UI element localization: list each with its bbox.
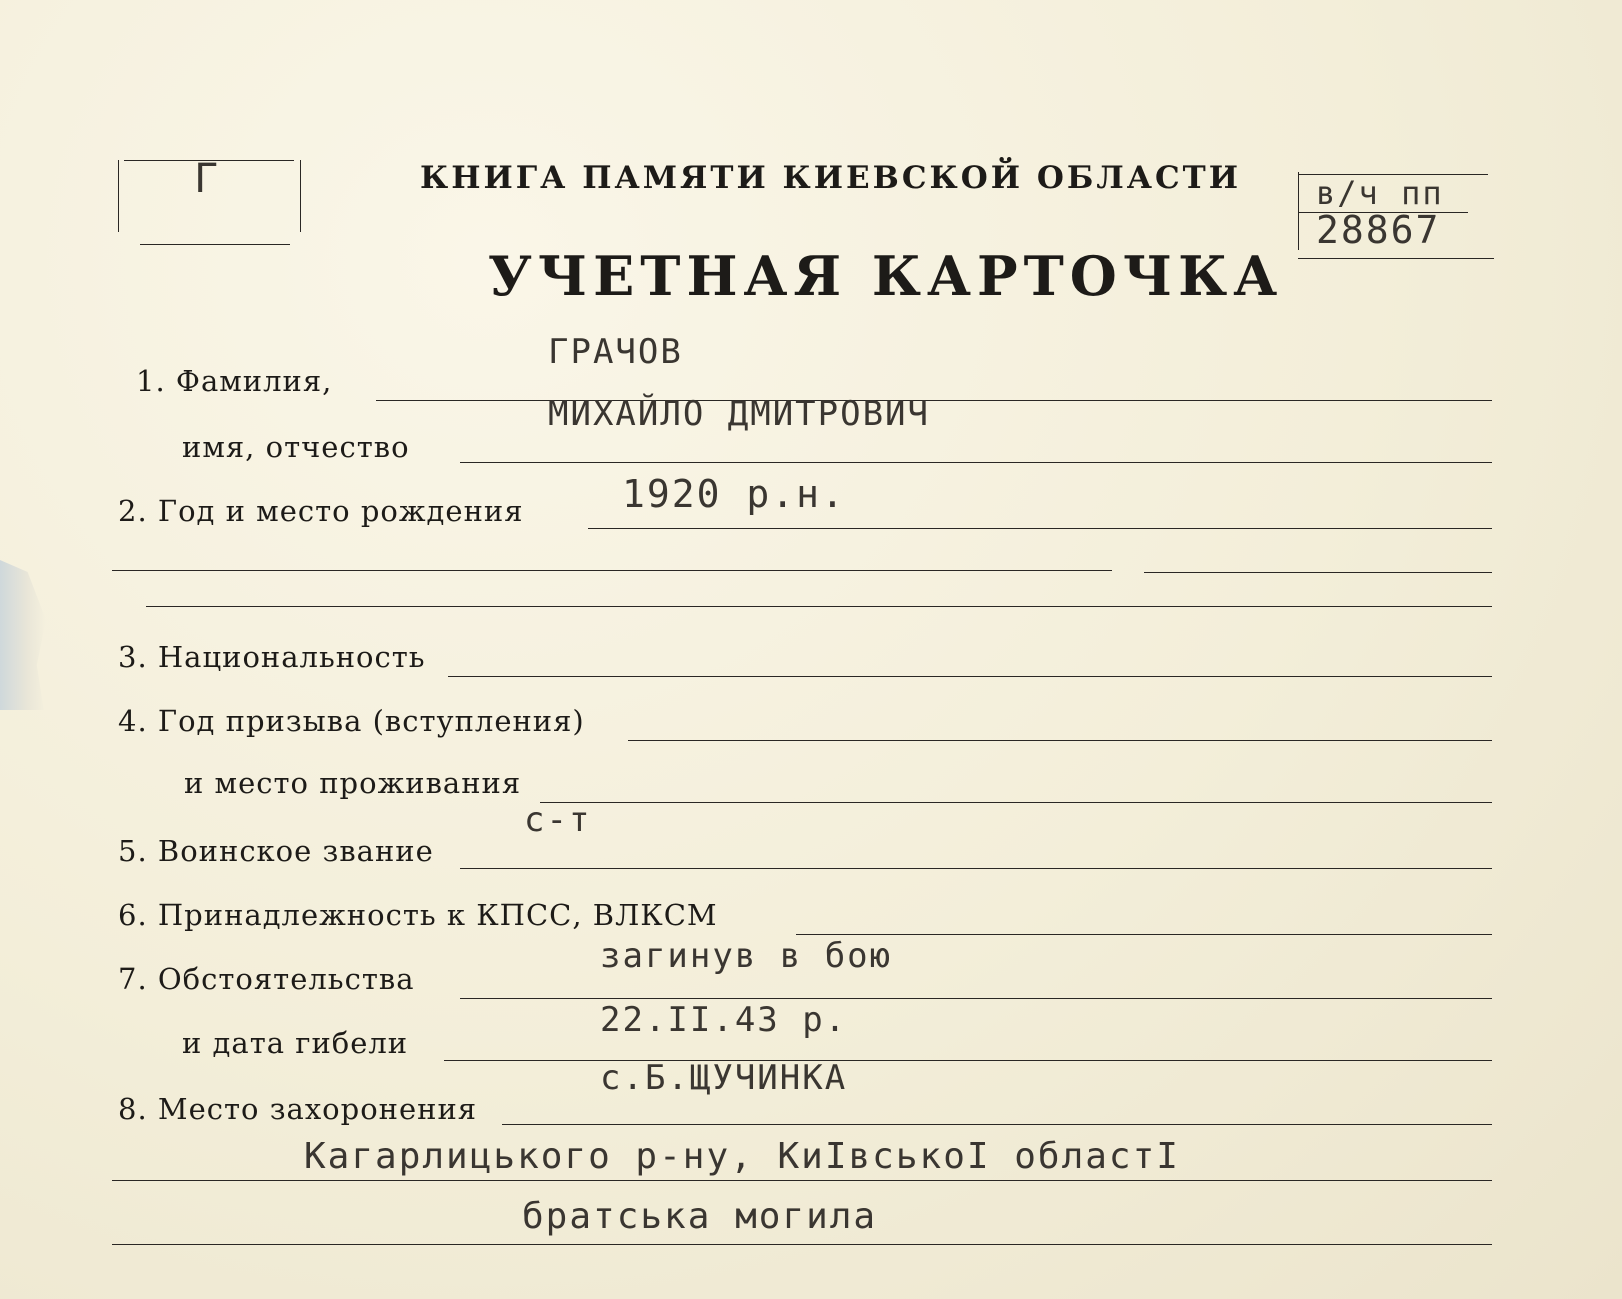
unit-number: 28867: [1316, 208, 1441, 252]
residence-label: и место проживания: [184, 766, 522, 800]
name-label: имя, отчество: [182, 430, 410, 464]
conscription-label: 4. Год призыва (вступления): [118, 704, 585, 738]
birth-label: 2. Год и место рождения: [118, 494, 524, 528]
header-title: КНИГА ПАМЯТИ КИЕВСКОЙ ОБЛАСТИ: [420, 160, 1242, 196]
birth-line-2b: [1144, 572, 1492, 573]
nationality-label: 3. Национальность: [118, 640, 426, 674]
surname-line: [376, 400, 1492, 401]
letter-box-value: Г: [194, 156, 221, 202]
nationality-line: [448, 676, 1492, 677]
party-line: [796, 934, 1492, 935]
residence-line: [540, 802, 1492, 803]
burial-village-value: с.Б.ЩУЧИНКА: [600, 1058, 848, 1098]
circumstances-label: 7. Обстоятельства: [118, 962, 415, 996]
birth-line-3: [146, 606, 1492, 607]
rank-line: [460, 868, 1492, 869]
card-title: УЧЕТНАЯ КАРТОЧКА: [488, 244, 1284, 308]
death-date-label: и дата гибели: [182, 1026, 409, 1060]
rank-value: с-т: [524, 800, 592, 840]
surname-value: ГРАЧОВ: [548, 332, 683, 372]
burial-district-value: Кагарлицького р-ну, КиIвськоI областI: [304, 1136, 1180, 1177]
circumstances-value: загинув в бою: [600, 936, 893, 976]
conscription-line: [628, 740, 1492, 741]
unit-label: в/ч пп: [1316, 174, 1444, 212]
birth-line-2a: [112, 570, 1112, 571]
name-line: [460, 462, 1492, 463]
birth-line: [588, 528, 1492, 529]
burial-type-line: [112, 1244, 1492, 1245]
burial-district-line: [112, 1180, 1492, 1181]
party-label: 6. Принадлежность к КПСС, ВЛКСМ: [118, 898, 718, 932]
burial-line: [502, 1124, 1492, 1125]
letter-box: [118, 156, 302, 246]
surname-label: 1. Фамилия,: [136, 364, 333, 398]
torn-edge: [0, 560, 46, 710]
unit-box: [1298, 172, 1496, 262]
burial-type-value: братська могила: [522, 1196, 878, 1237]
circumstances-line: [460, 998, 1492, 999]
death-date-value: 22.II.43 р.: [600, 1000, 848, 1040]
burial-label: 8. Место захоронения: [118, 1092, 478, 1126]
rank-label: 5. Воинское звание: [118, 834, 434, 868]
birth-value: 1920 р.н.: [622, 472, 846, 516]
name-value: МИХАЙЛО ДМИТРОВИЧ: [548, 394, 930, 434]
